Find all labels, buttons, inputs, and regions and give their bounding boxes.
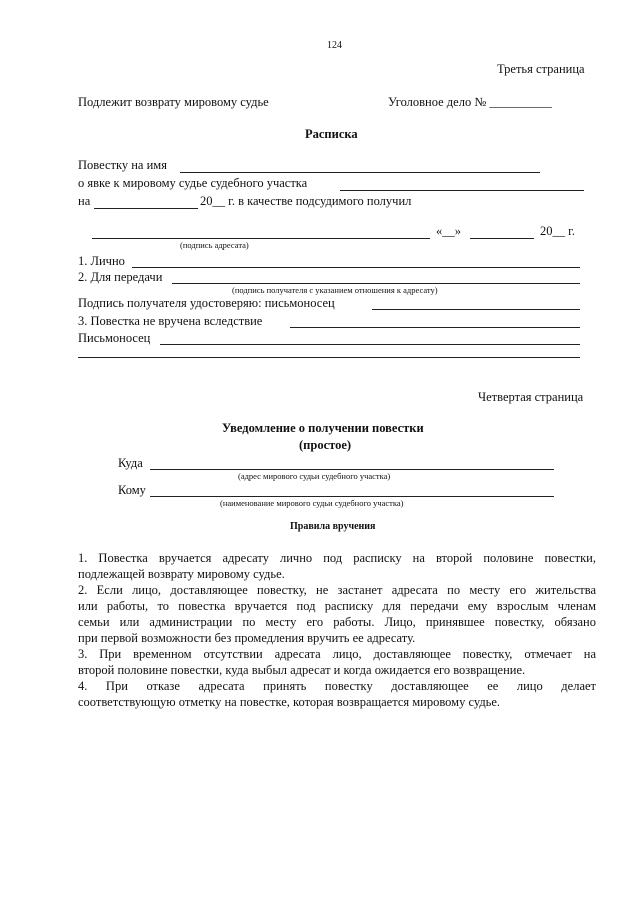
rule-2-line-3: семьи или администрации по месту его работы. Лицо, принявшее повестку, обязано [78,615,596,629]
item-for-transfer: 2. Для передачи [78,270,163,284]
addressee-signature-caption: (подпись адресата) [180,240,249,250]
rule-2 [78,582,596,646]
rule-1-line-2: подлежащей возврату мировому судье. [78,567,285,581]
certify-label: Подпись получателя удостоверяю: письмоносец [78,296,335,310]
extra-line[interactable] [78,357,580,358]
rule-3-line-1: 3. При временном отсутствии адресата лицо, доставляющее повестку, отмечает на [78,647,596,661]
summons-name-label: Повестку на имя [78,158,167,172]
receipt-title: Расписка [305,127,358,141]
rule-2-line-1: 2. Если лицо, доставляющее повестку, не застанет адресата по месту его жительства [78,583,596,597]
postman-certify-line[interactable] [372,309,580,310]
case-label: Уголовное дело № [388,95,487,109]
notice-title: Уведомление о получении повестки [222,421,424,435]
recipient-signature-caption: (подпись получателя с указанием отношения к адресату) [232,285,438,295]
not-delivered-line[interactable] [290,327,580,328]
page-label-third: Третья страница [497,62,585,76]
rules-title: Правила вручения [290,521,376,532]
addressee-signature-line[interactable] [92,238,430,239]
case-number-label [388,95,552,110]
rule-4-line-2: соответствующую отметку на повестке, которая возвращается мировому судье. [78,695,501,709]
date-line[interactable] [94,208,198,209]
rule-2-line-2: или работы, то повестка вручается под расписку для передачи ему взрослым членам [78,599,596,613]
not-delivered-label: 3. Повестка не вручена вследствие [78,314,263,328]
whom-line[interactable] [150,496,554,497]
year-blank: 20__ г. [540,224,575,238]
day-month-blank: «__» [436,224,461,238]
rule-4 [78,678,596,710]
whom-caption: (наименование мирового судьи судебного участка) [220,498,404,508]
transfer-line[interactable] [172,283,580,284]
rule-2-line-4: при первой возможности без промедления вручить ее адресату. [78,631,416,645]
case-number-blank: __________ [489,95,552,109]
postman-label: Письмоносец [78,331,151,345]
page-number: 124 [327,40,342,51]
postman-line[interactable] [160,344,580,345]
month-line[interactable] [470,238,534,239]
return-note: Подлежит возврату мировому судье [78,95,269,109]
notice-subtitle: (простое) [299,438,352,452]
rule-1 [78,550,596,582]
date-prefix: на [78,194,91,208]
where-line[interactable] [150,469,554,470]
personally-line[interactable] [132,267,580,268]
rule-3-line-2: второй половине повестки, куда выбыл адресат и когда ожидается его возвращение. [78,663,526,677]
court-section-line[interactable] [340,190,584,191]
court-section-label: о явке к мировому судье судебного участка [78,176,308,190]
whom-label: Кому [118,483,146,497]
rule-1-line-1: 1. Повестка вручается адресату лично под расписку на второй половине повестки, [78,551,596,565]
summons-name-line[interactable] [180,172,540,173]
item-personally: 1. Лично [78,254,125,268]
where-label: Куда [118,456,143,470]
rule-3 [78,646,596,678]
received-as-defendant: 20__ г. в качестве подсудимого получил [200,194,412,208]
where-caption: (адрес мирового судьи судебного участка) [238,471,391,481]
page-label-fourth: Четвертая страница [478,390,584,404]
rule-4-line-1: 4. При отказе адресата принять повестку доставляющее ее лицо делает [78,679,596,693]
